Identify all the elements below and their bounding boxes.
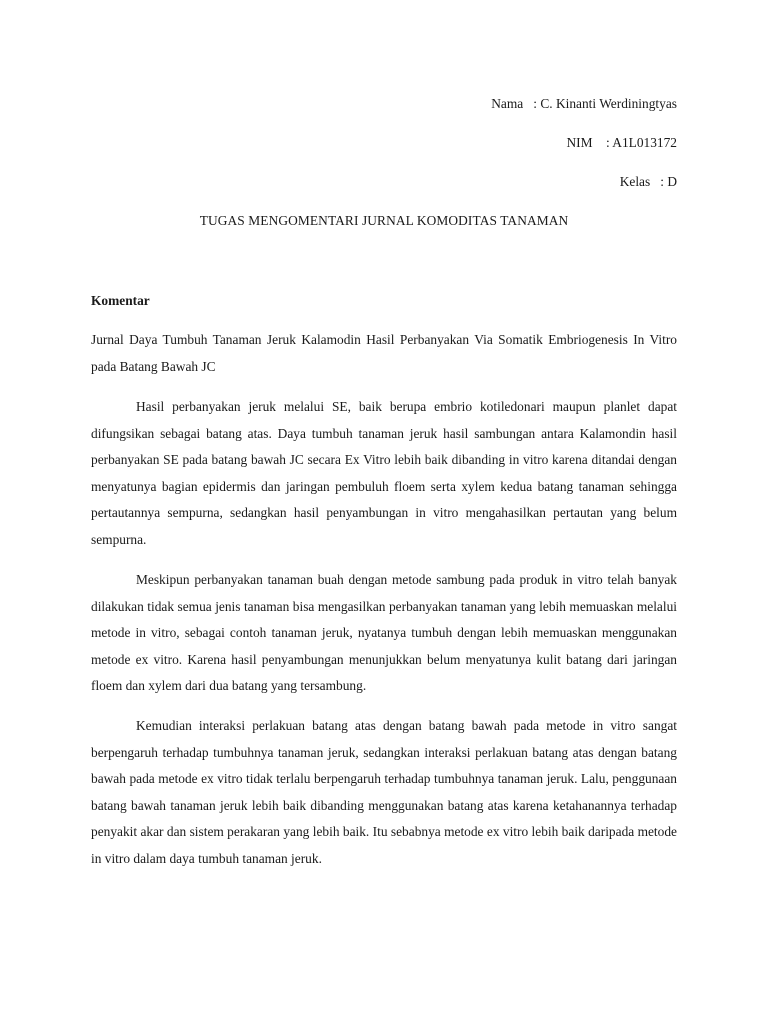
journal-title: Jurnal Daya Tumbuh Tanaman Jeruk Kalamodin Hasil Perbanyakan Via Somatik Embriogenesis In Vitro pada Batang Bawah JC xyxy=(91,332,677,374)
section-heading: Komentar xyxy=(91,293,150,308)
paragraph-2: Meskipun perbanyakan tanaman buah dengan metode sambung pada produk in vitro telah banyak dilakukan tidak semua jenis tanaman bisa mengasilkan perbanyakan tanaman yang lebih memuaskan melalui metode in vitro, sebagai contoh tanaman jeruk, nyatanya tumbuh dengan lebih memuaskan menggunakan metode ex vitro. Karena hasil penyambungan menunjukkan belum menyatunya kulit batang dari jaringan floem dan xylem dari dua batang yang tersambung. xyxy=(91,572,677,694)
paragraph-3: Kemudian interaksi perlakuan batang atas dengan batang bawah pada metode in vitro sangat berpengaruh terhadap tumbuhnya tanaman jeruk, sedangkan interaksi perlakuan batang atas dengan batang bawah pada metode ex vitro tidak terlalu berpengaruh terhadap tumbuhnya tanaman jeruk. Lalu, penggunaan batang bawah tanaman jeruk lebih baik dibanding menggunakan batang atas karena ketahanannya terhadap penyakit akar dan sistem perakaran yang lebih baik. Itu sebabnya metode ex vitro lebih baik daripada metode in vitro dalam daya tumbuh tanaman jeruk. xyxy=(91,718,677,866)
paragraph-1: Hasil perbanyakan jeruk melalui SE, baik berupa embrio kotiledonari maupun planlet dapat difungsikan sebagai batang atas. Daya tumbuh tanaman jeruk hasil sambungan antara Kalamondin hasil perbanyakan SE pada batang bawah JC secara Ex Vitro lebih baik dibanding in vitro karena ditandai dengan menyatunya bagian epidermis dan jaringan pembuluh floem serta xylem kedua batang tanaman sehingga pertautannya sempurna, sedangkan hasil penyambungan in vitro mengahasilkan pertautan yang belum sempurna. xyxy=(91,399,677,547)
document-title: TUGAS MENGOMENTARI JURNAL KOMODITAS TANAMAN xyxy=(199,213,569,228)
student-nim: NIM : A1L013172 xyxy=(566,135,677,150)
student-name: Nama : C. Kinanti Werdiningtyas xyxy=(491,96,677,111)
student-class: Kelas : D xyxy=(619,174,677,189)
